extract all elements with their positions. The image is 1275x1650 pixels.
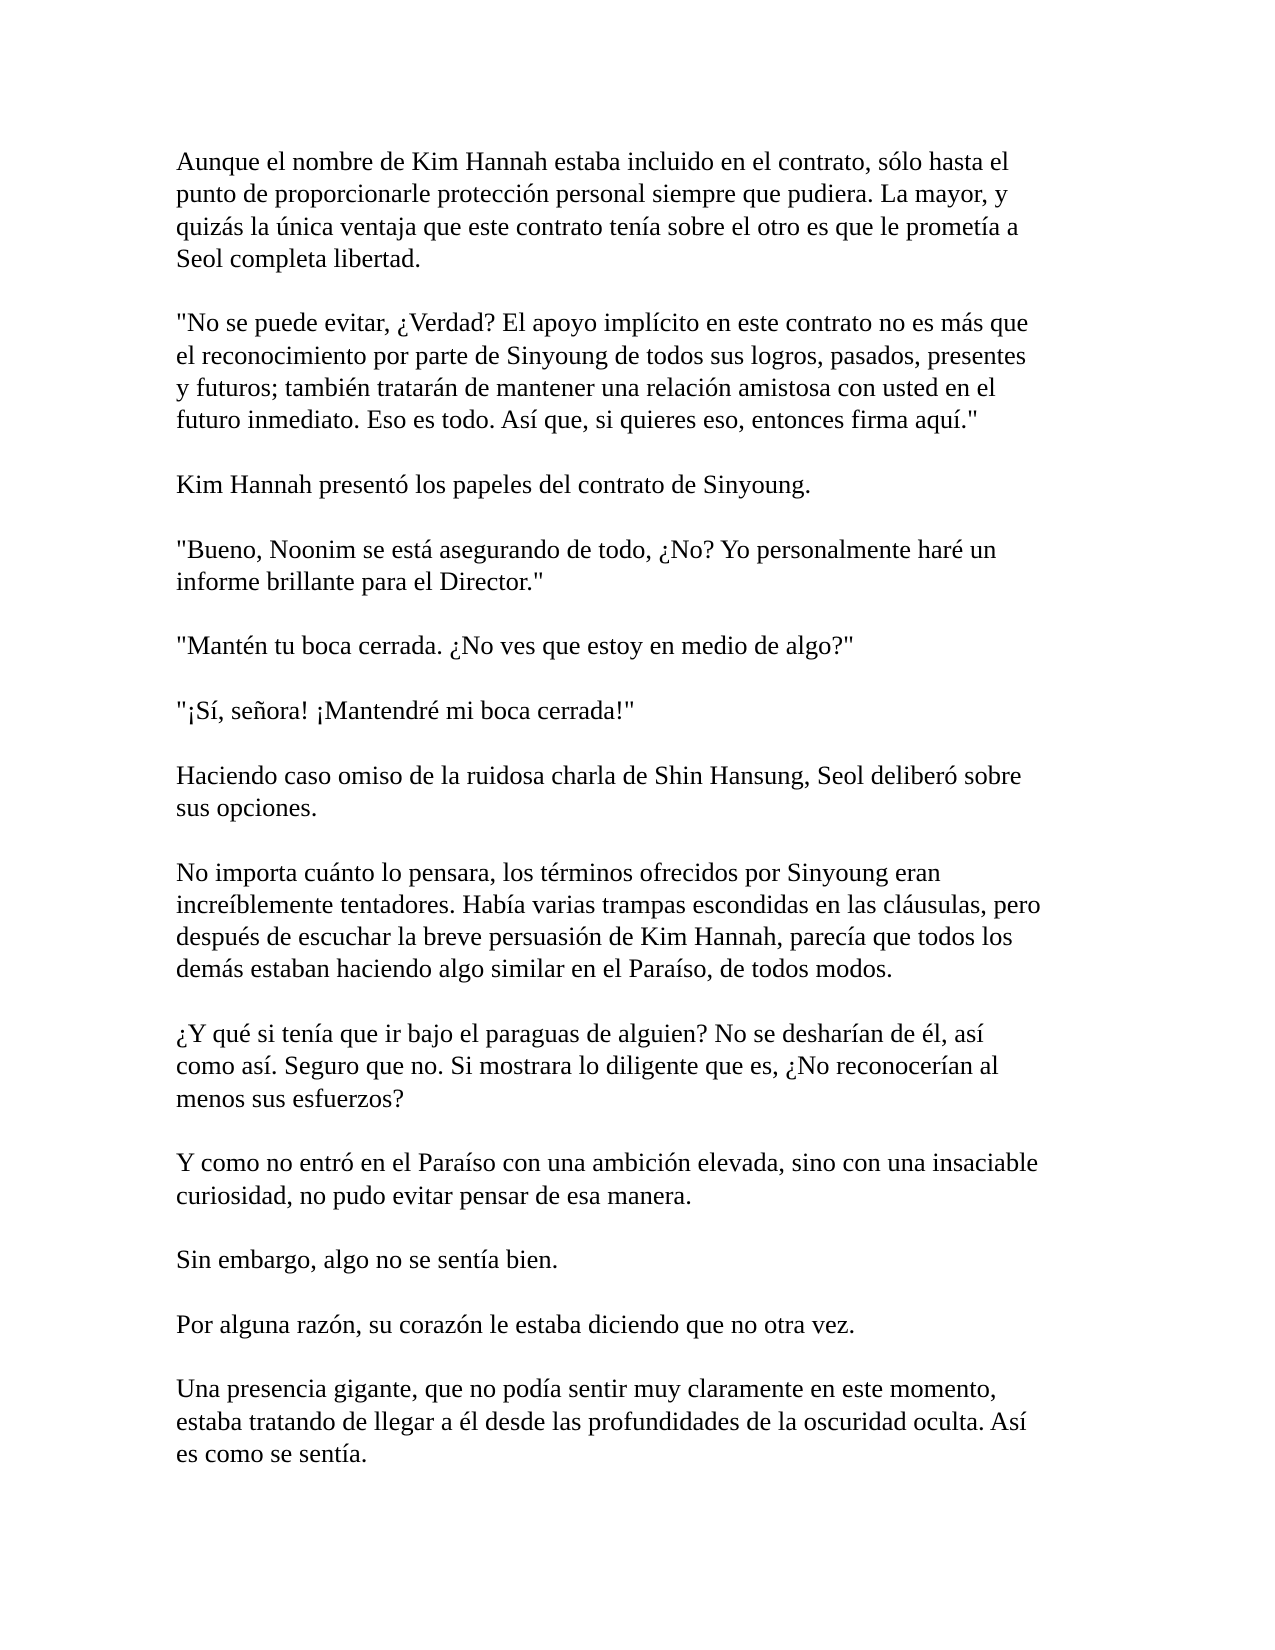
paragraph-3: Kim Hannah presentó los papeles del contrato de Sinyoung. <box>176 468 812 499</box>
paragraph-4: "Bueno, Noonim se está asegurando de todo, ¿No? Yo personalmente haré un informe brillante para el Director." <box>176 533 997 596</box>
paragraph-2: "No se puede evitar, ¿Verdad? El apoyo implícito en este contrato no es más que el reconocimiento por parte de Sinyoung de todos sus logros, pasados, presentes y futuros; también tratarán de mantener una relación amistosa con usted en el futuro inmediato. Eso es todo. Así que, si quieres eso, entonces firma aquí." <box>176 307 1029 435</box>
document-body <box>176 145 1106 1501</box>
paragraph-1: Aunque el nombre de Kim Hannah estaba incluido en el contrato, sólo hasta el punto de proporcionarle protección personal siempre que pudiera. La mayor, y quizás la única ventaja que este contrato tenía sobre el otro es que le prometía a Seol completa libertad. <box>176 146 1019 273</box>
paragraph-8: No importa cuánto lo pensara, los términos ofrecidos por Sinyoung eran increíblemente tentadores. Había varias trampas escondidas en las cláusulas, pero después de escuchar la breve persuasión de Kim Hannah, parecía que todos los demás estaban haciendo algo similar en el Paraíso, de todos modos. <box>176 856 1041 984</box>
paragraph-6: "¡Sí, señora! ¡Mantendré mi boca cerrada!" <box>176 695 635 726</box>
paragraph-9: ¿Y qué si tenía que ir bajo el paraguas de alguien? No se desharían de él, así como así. Seguro que no. Si mostrara lo diligente que es, ¿No reconocerían al menos sus esfuerzos? <box>176 1018 999 1113</box>
paragraph-13: Una presencia gigante, que no podía sentir muy claramente en este momento, estaba tratando de llegar a él desde las profundidades de la oscuridad oculta. Así es como se sentía. <box>176 1373 1027 1468</box>
paragraph-7: Haciendo caso omiso de la ruidosa charla de Shin Hansung, Seol deliberó sobre sus opciones. <box>176 759 1022 822</box>
paragraph-5: "Mantén tu boca cerrada. ¿No ves que estoy en medio de algo?" <box>176 630 854 661</box>
paragraph-11: Sin embargo, algo no se sentía bien. <box>176 1244 559 1275</box>
paragraph-10: Y como no entró en el Paraíso con una ambición elevada, sino con una insaciable curiosidad, no pudo evitar pensar de esa manera. <box>176 1147 1039 1210</box>
paragraph-12: Por alguna razón, su corazón le estaba diciendo que no otra vez. <box>176 1308 856 1339</box>
